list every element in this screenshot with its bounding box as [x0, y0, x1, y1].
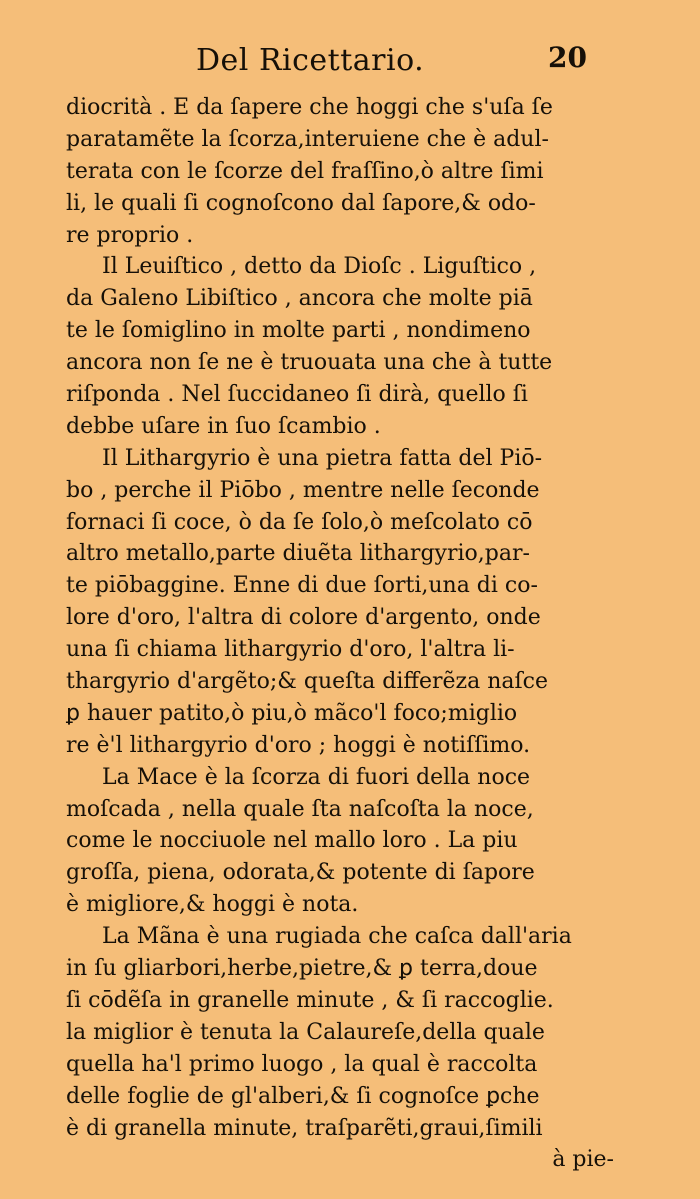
- text-line: delle foglie de gl'alberi,& ſi cognoſce ꝑche: [66, 1083, 540, 1109]
- paragraph-start-line: Il Leuiſtico , detto da Dioſc . Liguſtico ,: [102, 254, 537, 280]
- text-line: riſponda . Nel ſuccidaneo ſi dirà, quello ſi: [66, 382, 528, 408]
- text-line: te piōbaggine. Enne di due ſorti,una di co-: [66, 573, 538, 599]
- page-header: [0, 38, 700, 84]
- paragraph-start-line: La Mace è la ſcorza di fuori della noce: [102, 764, 531, 790]
- text-line: paratamẽte la ſcorza,interuiene che è adul-: [66, 126, 549, 152]
- text-line: bo , perche il Piōbo , mentre nelle ſeconde: [66, 477, 540, 503]
- text-line: da Galeno Libiſtico , ancora che molte piā: [66, 286, 533, 312]
- text-line: ancora non ſe ne è truouata una che à tutte: [66, 350, 553, 376]
- text-line: debbe uſare in ſuo ſcambio .: [66, 413, 381, 439]
- text-line: è di granella minute, traſparẽti,graui,ſimili: [66, 1115, 543, 1141]
- text-line: come le nocciuole nel mallo loro . La piu: [66, 828, 518, 854]
- text-line: diocrità . E da ſapere che hoggi che s'uſa ſe: [66, 95, 553, 120]
- catchword: à pie-: [552, 1147, 614, 1173]
- text-line: è migliore,& hoggi è nota.: [66, 892, 359, 918]
- text-line: terata con le ſcorze del fraſſino,ò altre ſimi: [66, 158, 544, 184]
- text-line: groſſa, piena, odorata,& potente di ſapore: [66, 860, 535, 886]
- text-line: te le ſomiglino in molte parti , nondimeno: [66, 318, 531, 344]
- text-line: re è'l lithargyrio d'oro ; hoggi è notiſſimo.: [66, 732, 531, 758]
- text-line: in ſu gliarbori,herbe,pietre,& ꝑ terra,doue: [66, 956, 538, 982]
- text-line: ſi cōdẽſa in granelle minute , & ſi raccoglie.: [66, 987, 554, 1013]
- text-line: altro metallo,parte diuẽta lithargyrio,par-: [66, 541, 530, 567]
- paragraph-start-line: La Mãna è una rugiada che caſca dall'aria: [102, 924, 572, 950]
- text-line: re proprio .: [66, 222, 194, 248]
- text-line: fornaci ſi coce, ò da ſe ſolo,ò meſcolato cō: [66, 509, 533, 535]
- text-line: thargyrio d'argẽto;& queſta differẽza naſce: [66, 669, 549, 695]
- running-title: Del Ricettario.: [196, 43, 425, 78]
- text-line: la miglior è tenuta la Calaureſe,della quale: [66, 1019, 545, 1045]
- text-line: una ſi chiama lithargyrio d'oro, l'altra li-: [66, 637, 515, 663]
- body-text: [66, 92, 630, 1176]
- paragraph-start-line: Il Lithargyrio è una pietra fatta del Piō-: [102, 445, 543, 471]
- text-line: ꝑ hauer patito,ò piu,ò mãco'l foco;miglio: [66, 700, 518, 726]
- text-line: li, le quali ſi cognoſcono dal ſapore,& odo-: [66, 190, 536, 216]
- text-line: moſcada , nella quale ſta naſcoſta la noce,: [66, 796, 534, 822]
- text-line: lore d'oro, l'altra di colore d'argento, onde: [66, 605, 541, 631]
- page-number: 20: [548, 41, 587, 74]
- text-line: quella ha'l primo luogo , la qual è raccolta: [66, 1051, 538, 1077]
